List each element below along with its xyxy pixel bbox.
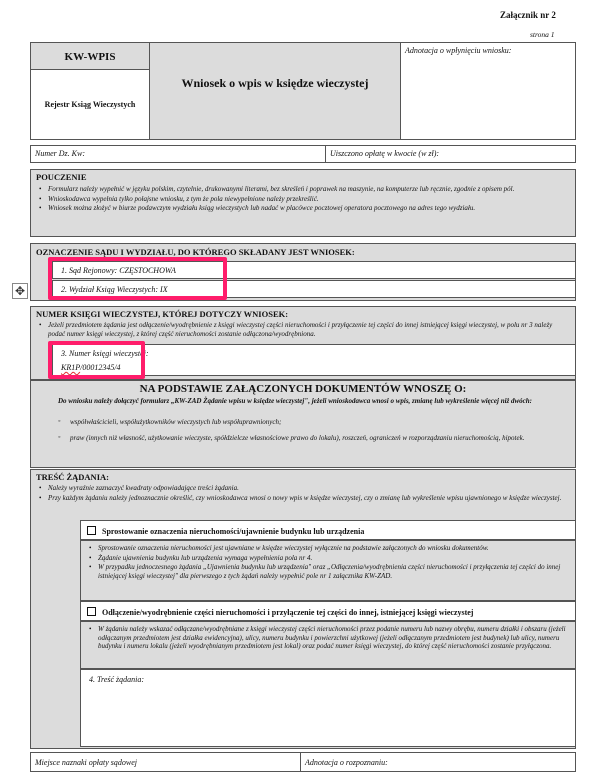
documents-item: ◦ praw (innych niż własność, użytkowanie wieczyste, spółdzielcze własnościowe prawo do lokalu), roszczeń, ograniczeń w rozporządzaniu nieruchomością, hipotek. [70, 434, 570, 443]
option-correction-notes [80, 540, 576, 601]
documents-item: ◦ współwłaścicieli, współużytkowników wieczystych lub współuprawnionych; [70, 418, 570, 427]
receipt-annotation-label: Adnotacja o wpłynięciu wniosku: [405, 46, 512, 55]
option-correction-note: • Żądanie ujawnienia budynku lub urządzenia wymaga wypełnienia pola nr 4. [98, 554, 570, 563]
kw-number-notes [36, 321, 570, 338]
dz-number-label: Numer Dz. Kw: [35, 149, 86, 158]
court-division-label: 2. Wydział Ksiąg Wieczystych: [61, 285, 159, 294]
option-correction-note: • W przypadku jednoczesnego żądania „Ujawnienia budynku lub urządzenia" oraz „Odłączenia/wyodrębnienia części nieruchomości i przyłączenia tej części do innej istniejącej księgi wieczystej" dla pierwszego z tych żądań należy wypełnić pole nr 1 załącznika KW-ZAD. [98, 563, 570, 580]
demand-item: • Należy wyraźnie zaznaczyć kwadraty odpowiadające treści żądania. [48, 484, 570, 493]
form-title: Wniosek o wpis w księdze wieczystej [181, 76, 369, 90]
court-name-label: 1. Sąd Rejonowy: [61, 266, 118, 275]
review-annotation-label: Adnotacja o rozpoznaniu: [305, 758, 388, 767]
highlight-court [48, 257, 227, 300]
attachment-label: Załącznik nr 2 [500, 10, 556, 20]
registry-box [30, 69, 150, 140]
demand-content-field[interactable] [80, 669, 576, 747]
review-annotation-field[interactable] [300, 752, 576, 772]
court-heading: OZNACZENIE SĄDU I WYDZIAŁU, DO KTÓREGO SKŁADANY JEST WNIOSEK: [36, 247, 355, 257]
instruction-section [30, 169, 576, 237]
option-separation-checkbox[interactable] [87, 607, 96, 616]
instruction-item: • Wniosek można złożyć w biurze podawczym wydziału ksiąg wieczystych lub nadać w placówce pocztowej operatora pocztowego na adres tego wydziału. [48, 204, 570, 213]
instruction-item: • Wnioskodawca wypełnia tylko połajsne wniosku, z tym że pola niewypełnione należy przekreślić. [48, 195, 570, 204]
option-separation-notes [80, 621, 576, 669]
option-separation-note: • W żądaniu należy wskazać odłączane/wyodrębniane z księgi wieczystej części nieruchomości przez podanie numeru lub nazwy obrębu, numeru działki i obszaru (jeżeli odłączanym przedmiotem jest działka ewidencyjna), ulicy, numeru budynku i powierzchni użytkowej (jeżeli odłączanym przedmiotem jest budynek) lub ulicy, numeru budynku i numeru lokalu (jeżeli wyodrębnianym przedmiotem jest lokal) oraz podać numer księgi wieczystej, do której część nieruchomości zostanie przyłączona. [98, 625, 570, 651]
form-code: KW-WPIS [64, 51, 116, 63]
form-code-box [30, 42, 150, 70]
kw-number-value: KR1P/00012345/4 [61, 363, 121, 372]
court-name-value: CZĘSTOCHOWA [119, 266, 176, 275]
fee-field[interactable] [325, 145, 576, 163]
receipt-annotation-box[interactable] [400, 42, 576, 140]
demand-heading: TREŚĆ ŻĄDANIA: [36, 472, 109, 482]
option-correction-note: • Sprostowanie oznaczenia nieruchomości jest ujawniane w księdze wieczystej wyłącznie na podstawie załączonych do wniosku dokumentów. [98, 544, 570, 553]
kw-number-heading: NUMER KSIĘGI WIECZYSTEJ, KTÓREJ DOTYCZY WNIOSEK: [36, 309, 289, 319]
instruction-heading: POUCZENIE [36, 172, 87, 182]
documents-section [30, 380, 576, 468]
registry-name: Rejestr Ksiąg Wieczystych [44, 100, 136, 109]
fee-stamp-field[interactable] [30, 752, 301, 772]
title-box [149, 42, 401, 140]
instruction-item: • Formularz należy wypełnić w języku polskim, czytelnie, drukowanymi literami, bez skreśleń i poprawek na maszynie, na komputerze lub ręcznie, zgodnie z opisem pól. [48, 185, 570, 194]
demand-list [36, 484, 570, 502]
highlight-kw-number [48, 341, 145, 379]
fee-stamp-label: Miejsce naznaki opłaty sądowej [35, 758, 137, 767]
demand-item: • Przy każdym żądaniu należy jednoznacznie określić, czy wnioskodawca wnosi o nowy wpis w księdze wieczystej, czy o zmianę lub wykreślenie wpisu ujawnionego w księdze wieczystej. [48, 494, 570, 503]
dz-number-field[interactable] [30, 145, 326, 163]
page-number: strona 1 [530, 30, 555, 39]
option-correction-checkbox[interactable] [87, 526, 96, 535]
option-separation-label: Odłączenie/wyodrębnienie części nieruchomości i przyłączenie tej części do innej, istniejącej księgi wieczystej [102, 608, 474, 617]
option-correction-label: Sprostowanie oznaczenia nieruchomości/ujawnienie budynku lub urządzenia [102, 527, 365, 536]
documents-intro: Do wniosku należy dołączyć formularz „KW-ZAD Żądanie wpisu w księdze wieczystej", jeżeli wnioskodawca wnosi o wpis, zmianę lub wykreślenie więcej niż dwóch: [58, 397, 533, 405]
documents-list [36, 418, 570, 443]
documents-heading: NA PODSTAWIE ZAŁĄCZONYCH DOKUMENTÓW WNOSZĘ O: [139, 383, 467, 395]
fee-label: Uiszczono opłatę w kwocie (w zł): [330, 149, 440, 158]
kw-number-label: 3. Numer księgi wieczystej: [61, 349, 149, 358]
instruction-list [36, 185, 570, 213]
option-correction[interactable] [80, 520, 576, 540]
kw-number-note: • Jeżeli przedmiotem żądania jest odłączenie/wyodrębnienie z księgi wieczystej części nieruchomości i przyłączenie tej części do innej istniejącej księgi wieczystej, w polu nr 3 należy podać numer księgi wieczystej, z której część nieruchomości zostanie odłączona/wyodrębniona. [48, 321, 570, 338]
court-division-value: IX [160, 285, 168, 294]
move-handle-icon[interactable]: ✥ [12, 283, 28, 299]
option-separation[interactable] [80, 601, 576, 621]
demand-content-label: 4. Treść żądania: [89, 675, 145, 684]
